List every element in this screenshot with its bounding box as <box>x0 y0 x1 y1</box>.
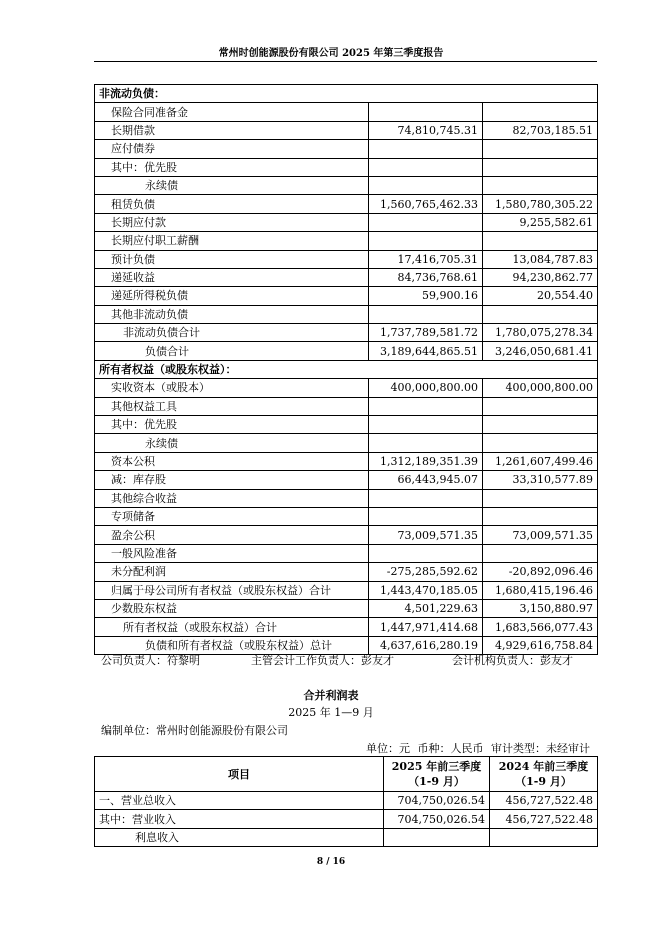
equity-heading: 所有者权益（或股东权益）： <box>95 360 598 378</box>
prior-value: 13,084,787.83 <box>483 250 598 268</box>
row-label: 应付债券 <box>95 140 369 158</box>
table-row <box>95 563 598 581</box>
table-row <box>95 342 598 360</box>
table-row <box>95 250 598 268</box>
table-row <box>95 121 598 139</box>
table-row <box>95 416 598 434</box>
preparing-company: 编制单位：常州时创能源股份有限公司 <box>101 724 288 737</box>
current-value <box>369 140 483 158</box>
row-label: 其中：营业收入 <box>95 810 384 828</box>
current-value: 1,443,470,185.05 <box>369 581 483 599</box>
table-row <box>95 434 598 452</box>
current-value: 66,443,945.07 <box>369 471 483 489</box>
prior-value: -20,892,096.46 <box>483 563 598 581</box>
income-statement-title: 合并利润表 <box>303 689 359 702</box>
current-value: 73,009,571.35 <box>369 526 483 544</box>
prior-value <box>483 158 598 176</box>
prior-value <box>483 176 598 194</box>
column-header-prior <box>490 757 598 792</box>
table-row <box>95 324 598 342</box>
row-label: 归属于母公司所有者权益（或股东权益）合计 <box>95 581 369 599</box>
prior-value: 4,929,616,758.84 <box>483 636 598 654</box>
table-row <box>95 232 598 250</box>
row-label: 所有者权益（或股东权益）合计 <box>95 618 369 636</box>
current-value: 4,501,229.63 <box>369 599 483 617</box>
column-header-prior-line2: （1-9 月） <box>515 775 572 788</box>
current-value: -275,285,592.62 <box>369 563 483 581</box>
prior-value: 82,703,185.51 <box>483 121 598 139</box>
prior-value: 1,261,607,499.46 <box>483 452 598 470</box>
table-row <box>95 360 598 378</box>
prior-value: 456,727,522.48 <box>490 792 598 810</box>
unit-currency-audit: 单位：元 币种：人民币 审计类型：未经审计 <box>366 742 590 755</box>
prior-value <box>483 544 598 562</box>
report-header-title: 常州时创能源股份有限公司 2025 年第三季度报告 <box>218 48 444 59</box>
table-row <box>95 213 598 231</box>
column-header-item: 项目 <box>95 757 384 792</box>
current-value: 400,000,800.00 <box>369 379 483 397</box>
prior-value <box>483 305 598 323</box>
prior-value: 1,580,780,305.22 <box>483 195 598 213</box>
row-label: 预计负债 <box>95 250 369 268</box>
row-label: 未分配利润 <box>95 563 369 581</box>
table-row <box>95 489 598 507</box>
row-label: 长期借款 <box>95 121 369 139</box>
table-row <box>95 397 598 415</box>
row-label: 负债合计 <box>95 342 369 360</box>
current-value <box>369 397 483 415</box>
row-label: 永续债 <box>95 434 369 452</box>
prior-value <box>483 397 598 415</box>
row-label: 利息收入 <box>95 828 384 846</box>
current-value: 704,750,026.54 <box>384 810 490 828</box>
table-row <box>95 287 598 305</box>
row-label: 长期应付款 <box>95 213 369 231</box>
table-row <box>95 792 598 810</box>
row-label: 一般风险准备 <box>95 544 369 562</box>
row-label: 保险合同准备金 <box>95 103 369 121</box>
prior-value <box>483 416 598 434</box>
prior-value: 9,255,582.61 <box>483 213 598 231</box>
row-label: 资本公积 <box>95 452 369 470</box>
table-row <box>95 268 598 286</box>
prior-value: 456,727,522.48 <box>490 810 598 828</box>
table-row <box>95 599 598 617</box>
row-label: 其他非流动负债 <box>95 305 369 323</box>
prior-value: 1,680,415,196.46 <box>483 581 598 599</box>
row-label: 长期应付职工薪酬 <box>95 232 369 250</box>
table-row <box>95 195 598 213</box>
column-header-current <box>384 757 490 792</box>
prior-value <box>483 489 598 507</box>
current-value <box>369 305 483 323</box>
current-value <box>369 416 483 434</box>
row-label: 减：库存股 <box>95 471 369 489</box>
current-value <box>369 103 483 121</box>
prior-value: 400,000,800.00 <box>483 379 598 397</box>
table-row <box>95 810 598 828</box>
current-value: 1,560,765,462.33 <box>369 195 483 213</box>
prior-value: 1,683,566,077.43 <box>483 618 598 636</box>
current-value <box>369 213 483 231</box>
row-label: 其中：优先股 <box>95 158 369 176</box>
current-value: 59,900.16 <box>369 287 483 305</box>
row-label: 专项储备 <box>95 507 369 525</box>
accounting-org-head-signature: 会计机构负责人：彭友才 <box>452 654 573 667</box>
table-row <box>95 507 598 525</box>
current-value: 74,810,745.31 <box>369 121 483 139</box>
row-label: 实收资本（或股本） <box>95 379 369 397</box>
prior-value: 94,230,862.77 <box>483 268 598 286</box>
company-head-signature: 公司负责人：符黎明 <box>101 654 200 667</box>
current-value <box>369 544 483 562</box>
prior-value <box>483 103 598 121</box>
accounting-head-signature: 主管会计工作负责人：彭友才 <box>251 654 394 667</box>
current-value <box>369 489 483 507</box>
current-value <box>369 158 483 176</box>
balance-sheet-table <box>94 84 598 655</box>
prior-value <box>483 434 598 452</box>
row-label: 其他综合收益 <box>95 489 369 507</box>
table-row <box>95 103 598 121</box>
row-label: 递延收益 <box>95 268 369 286</box>
prior-value <box>483 232 598 250</box>
table-row <box>95 305 598 323</box>
table-row <box>95 379 598 397</box>
row-label: 负债和所有者权益（或股东权益）总计 <box>95 636 369 654</box>
income-statement-period: 2025 年 1—9 月 <box>288 706 374 719</box>
current-value <box>384 828 490 846</box>
prior-value: 3,150,880.97 <box>483 599 598 617</box>
table-row <box>95 526 598 544</box>
column-header-current-line1: 2025 年前三季度 <box>391 760 482 773</box>
income-statement-table <box>94 756 598 847</box>
prior-value <box>483 507 598 525</box>
current-value: 704,750,026.54 <box>384 792 490 810</box>
row-label: 盈余公积 <box>95 526 369 544</box>
current-value <box>369 176 483 194</box>
current-value: 3,189,644,865.51 <box>369 342 483 360</box>
noncurrent-liabilities-heading: 非流动负债： <box>95 85 598 103</box>
current-value: 84,736,768.61 <box>369 268 483 286</box>
current-value: 4,637,616,280.19 <box>369 636 483 654</box>
current-value: 17,416,705.31 <box>369 250 483 268</box>
table-row <box>95 828 598 846</box>
row-label: 其中：优先股 <box>95 416 369 434</box>
prior-value: 33,310,577.89 <box>483 471 598 489</box>
table-row <box>95 471 598 489</box>
table-row <box>95 618 598 636</box>
table-header-row <box>95 757 598 792</box>
table-row <box>95 544 598 562</box>
row-label: 租赁负债 <box>95 195 369 213</box>
table-row <box>95 85 598 103</box>
prior-value: 73,009,571.35 <box>483 526 598 544</box>
table-row <box>95 581 598 599</box>
column-header-current-line2: （1-9 月） <box>408 775 465 788</box>
row-label: 递延所得税负债 <box>95 287 369 305</box>
current-value: 1,447,971,414.68 <box>369 618 483 636</box>
prior-value <box>483 140 598 158</box>
signature-line <box>0 652 662 668</box>
page-number: 8 / 16 <box>316 857 346 867</box>
table-row <box>95 140 598 158</box>
prior-value <box>490 828 598 846</box>
current-value: 1,737,789,581.72 <box>369 324 483 342</box>
header-divider <box>94 61 597 62</box>
row-label: 非流动负债合计 <box>95 324 369 342</box>
table-row <box>95 452 598 470</box>
current-value: 1,312,189,351.39 <box>369 452 483 470</box>
prior-value: 1,780,075,278.34 <box>483 324 598 342</box>
prior-value: 20,554.40 <box>483 287 598 305</box>
table-row <box>95 158 598 176</box>
current-value <box>369 434 483 452</box>
column-header-prior-line1: 2024 年前三季度 <box>498 760 589 773</box>
current-value <box>369 232 483 250</box>
current-value <box>369 507 483 525</box>
row-label: 其他权益工具 <box>95 397 369 415</box>
row-label: 一、营业总收入 <box>95 792 384 810</box>
row-label: 永续债 <box>95 176 369 194</box>
prior-value: 3,246,050,681.41 <box>483 342 598 360</box>
table-row <box>95 176 598 194</box>
row-label: 少数股东权益 <box>95 599 369 617</box>
